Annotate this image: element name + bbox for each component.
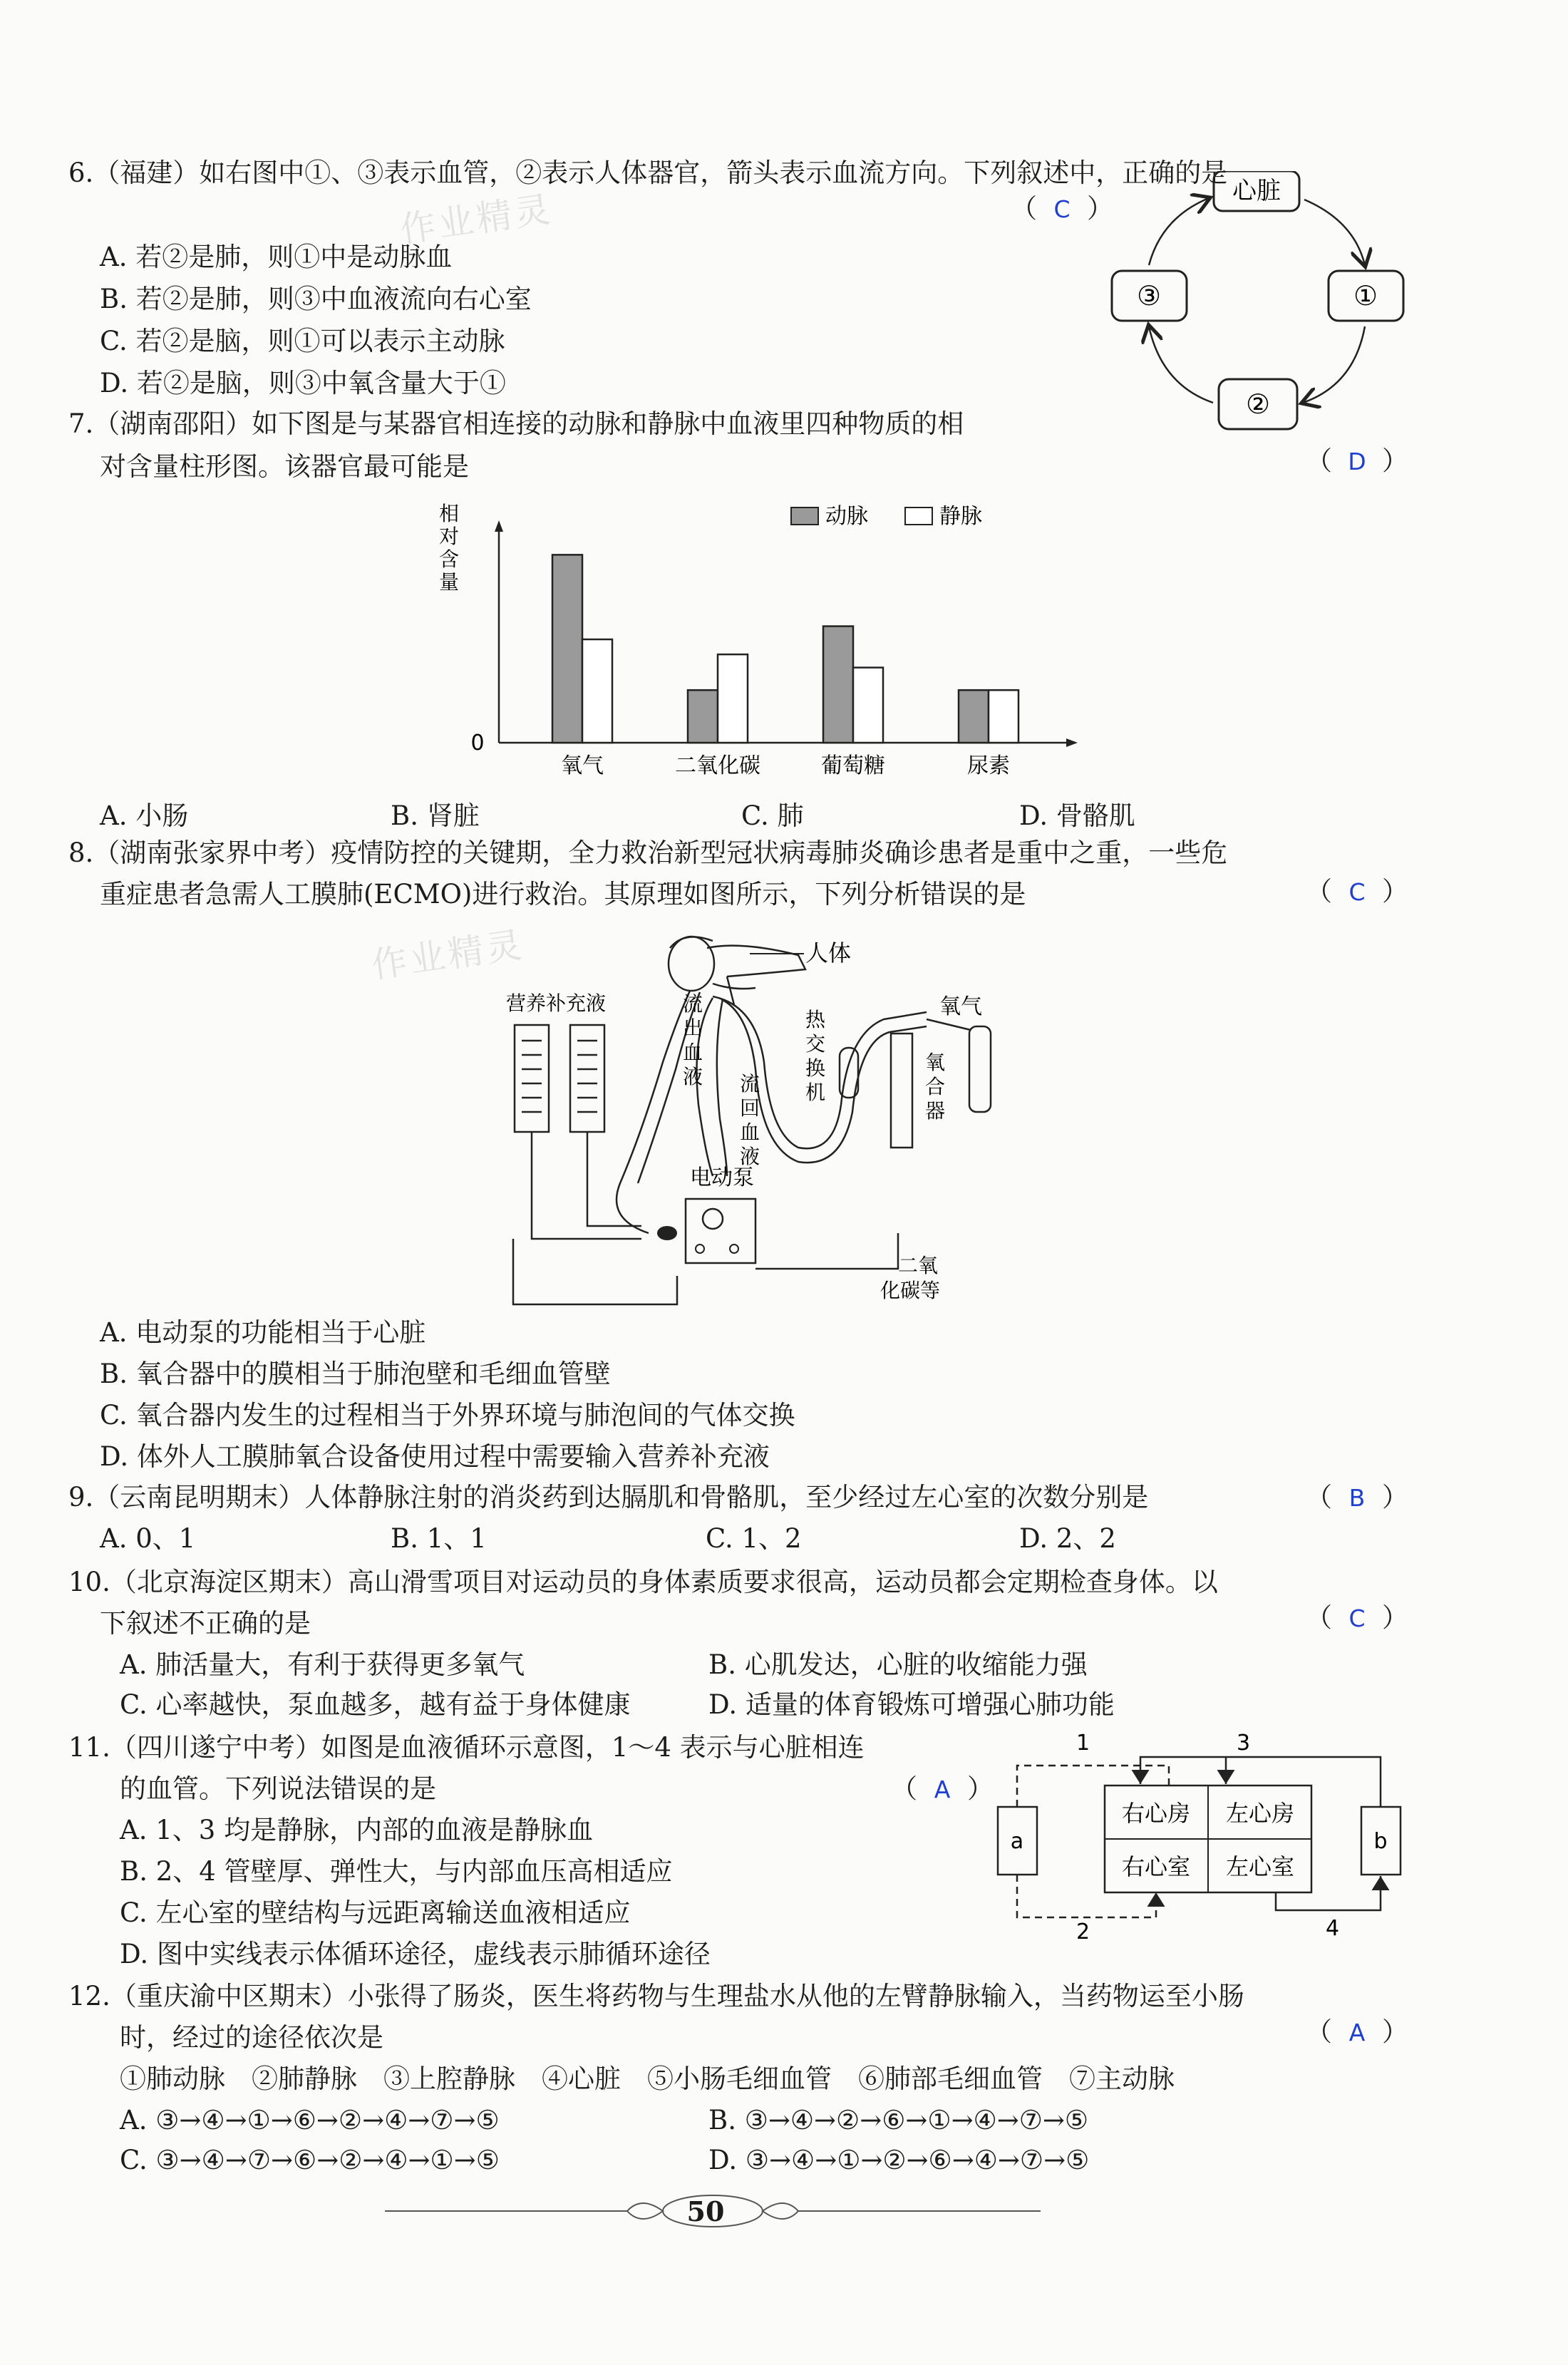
q10-stem-line1: 10.（北京海淀区期末）高山滑雪项目对运动员的身体素质要求很高，运动员都会定期检查身体。以: [68, 1567, 1218, 1597]
pump-knob: [730, 1245, 738, 1253]
outflow-label-4: 液: [683, 1065, 703, 1088]
y-axis-label-char: 含: [438, 547, 460, 571]
q12-answer: （ A ）: [1306, 2014, 1408, 2051]
inflow-label-3: 血: [740, 1120, 760, 1144]
q7-option-d: D. 骨骼肌: [1019, 800, 1135, 831]
pulmonary-vessel-2: [1017, 1875, 1156, 1917]
inflow-label-4: 液: [740, 1145, 760, 1168]
oxygen-label: 氧气: [939, 994, 982, 1019]
y-axis-label: [439, 502, 459, 594]
answer-letter: C: [1348, 1604, 1366, 1632]
q8-option-d: D. 体外人工膜肺氧合设备使用过程中需要输入营养补充液: [100, 1441, 770, 1472]
legend-swatch-静脉: [905, 507, 932, 525]
q11-option-b: B. 2、4 管壁厚、弹性大，与内部血压高相适应: [120, 1856, 673, 1887]
bar-静脉-尿素: [989, 690, 1018, 743]
x-tick-labels: [561, 753, 1010, 778]
co2-label-1: 二氧: [898, 1254, 939, 1277]
heat-label-3: 换: [805, 1056, 826, 1080]
q12-stem-line2: 时，经过的途径依次是: [120, 2022, 383, 2053]
bar-静脉-二氧化碳: [718, 654, 748, 743]
bar-静脉-氧气: [582, 639, 612, 743]
origin-label: 0: [470, 731, 485, 756]
arrow-3-to-heart: [1149, 198, 1209, 265]
q6-option-c: C. 若②是脑，则①可以表示主动脉: [100, 326, 505, 356]
x-tick-label: 尿素: [967, 753, 1010, 778]
node-2-label: ②: [1245, 388, 1271, 420]
q7-stem-line2: 对含量柱形图。该器官最可能是: [100, 451, 469, 482]
bar-动脉-葡萄糖: [823, 627, 853, 743]
legend-swatch-动脉: [791, 507, 818, 525]
outflow-label-2: 出: [683, 1016, 703, 1040]
arrow-1-to-2: [1303, 326, 1365, 403]
q8-stem-line1: 8.（湖南张家界中考）疫情防控的关键期，全力救治新型冠状病毒肺炎确诊患者是重中之重，一些危: [68, 838, 1228, 868]
q7-option-a: A. 小肠: [100, 800, 189, 831]
arrow-2-to-3: [1149, 326, 1213, 403]
vessel-label-4: 4: [1326, 1916, 1340, 1941]
answer-letter: C: [1348, 878, 1366, 906]
nutrition-bags: [515, 1025, 641, 1239]
pump-knob: [696, 1245, 704, 1253]
heat-label-2: 交: [805, 1032, 826, 1056]
oxygen-tank: [969, 1026, 991, 1112]
q12-option-d: D. ③→④→①→②→⑥→④→⑦→⑤: [708, 2145, 1090, 2175]
q7-bar-chart: [428, 492, 1090, 791]
q6-option-b: B. 若②是肺，则③中血液流向右心室: [100, 284, 532, 314]
q6-option-a: A. 若②是肺，则①中是动脉血: [100, 242, 453, 272]
q7-option-c: C. 肺: [741, 800, 804, 831]
y-axis-label-char: 量: [438, 570, 460, 594]
inflow-label-1: 流: [740, 1072, 760, 1096]
left-atrium-label: 左心房: [1225, 1800, 1295, 1827]
y-axis-arrow: [495, 520, 503, 532]
answer-letter: A: [1348, 2019, 1366, 2046]
blood-tubes: [513, 991, 927, 1304]
node-3-label: ③: [1136, 280, 1162, 311]
electric-pump: [686, 1199, 755, 1263]
q6-stem: 6.（福建）如右图中①、③表示血管，②表示人体器官，箭头表示血流方向。下列叙述中，正确的是: [68, 158, 1228, 188]
q10-stem-line2: 下叙述不正确的是: [100, 1608, 311, 1639]
node-1-label: ①: [1353, 280, 1378, 311]
legend-label: 静脉: [939, 504, 982, 529]
oxygenator: [891, 1034, 912, 1148]
q7-option-b: B. 肾脏: [391, 800, 480, 831]
legend-label: 动脉: [825, 504, 868, 529]
vessel-label-1: 1: [1076, 1731, 1090, 1756]
box-a-label: a: [1010, 1829, 1024, 1854]
heart-label: 心脏: [1232, 177, 1281, 205]
q8-ecmo-diagram: [499, 919, 1041, 1319]
x-tick-label: 氧气: [561, 753, 604, 778]
q9-option-d: D. 2、2: [1019, 1523, 1116, 1554]
x-axis-arrow: [1066, 738, 1078, 747]
bar-group: [552, 555, 1018, 743]
q8-stem-line2: 重症患者急需人工膜肺(ECMO)进行救治。其原理如图所示，下列分析错误的是: [100, 879, 1026, 910]
q11-circulation-diagram: [991, 1728, 1433, 1942]
q10-option-a: A. 肺活量大，有利于获得更多氧气: [120, 1649, 525, 1680]
q11-option-c: C. 左心室的壁结构与远距离输送血液相适应: [120, 1897, 631, 1928]
left-ventricle-text: 左心室: [1225, 1853, 1295, 1880]
q6-option-d: D. 若②是脑，则③中氧含量大于①: [100, 368, 506, 398]
co2-label-2: 化碳等: [880, 1279, 941, 1302]
bar-静脉-葡萄糖: [853, 668, 883, 743]
q6-answer: （ C ）: [1011, 191, 1113, 227]
bar-动脉-二氧化碳: [688, 690, 718, 743]
q9-option-b: B. 1、1: [391, 1523, 487, 1554]
answer-letter: D: [1348, 448, 1366, 475]
page-number: 50: [686, 2195, 725, 2227]
q9-option-c: C. 1、2: [706, 1523, 802, 1554]
box-b-label: b: [1373, 1829, 1388, 1854]
oxy-label-2: 合: [925, 1075, 946, 1098]
pump-rotor: [703, 1209, 723, 1229]
pump-connector: [657, 1226, 677, 1240]
bar-动脉-氧气: [552, 555, 582, 743]
watermark: 作业精灵: [397, 188, 556, 251]
q12-option-a: A. ③→④→①→⑥→②→④→⑦→⑤: [120, 2105, 500, 2135]
q10-answer: （ C ）: [1306, 1600, 1408, 1637]
answer-letter: A: [934, 1776, 951, 1803]
q8-answer: （ C ）: [1306, 874, 1408, 910]
y-axis-label-char: 对: [438, 525, 460, 548]
y-axis-label-char: 相: [438, 502, 460, 525]
q10-option-b: B. 心肌发达，心脏的收缩能力强: [708, 1649, 1088, 1680]
q7-answer: （ D ）: [1306, 443, 1408, 480]
answer-letter: B: [1348, 1484, 1366, 1512]
q8-option-b: B. 氧合器中的膜相当于肺泡壁和毛细血管壁: [100, 1359, 611, 1389]
q8-option-a: A. 电动泵的功能相当于心脏: [100, 1317, 426, 1348]
q10-option-c: C. 心率越快，泵血越多，越有益于身体健康: [120, 1689, 631, 1720]
vessel-label-2: 2: [1076, 1920, 1090, 1942]
x-tick-label: 二氧化碳: [675, 753, 760, 778]
q11-option-d: D. 图中实线表示体循环途径，虚线表示肺循环途径: [120, 1939, 711, 1969]
bar-动脉-尿素: [959, 690, 989, 743]
q12-items: ①肺动脉 ②肺静脉 ③上腔静脉 ④心脏 ⑤小肠毛细血管 ⑥肺部毛细血管 ⑦主动脉: [120, 2063, 1175, 2094]
q12-option-c: C. ③→④→⑦→⑥→②→④→①→⑤: [120, 2145, 500, 2175]
oxy-label-3: 器: [925, 1099, 946, 1123]
q9-stem: 9.（云南昆明期末）人体静脉注射的消炎药到达膈肌和骨骼肌，至少经过左心室的次数分别是: [68, 1482, 1149, 1513]
chart-legend: [791, 504, 982, 529]
heat-label-4: 机: [805, 1081, 826, 1104]
q11-option-a: A. 1、3 均是静脉，内部的血液是静脉血: [120, 1815, 594, 1845]
oxygen-pipe: [927, 1019, 971, 1030]
outflow-label-1: 流: [683, 992, 703, 1016]
answer-letter: C: [1053, 195, 1071, 223]
outflow-label-3: 血: [683, 1041, 703, 1064]
vessel-label-3: 3: [1237, 1731, 1251, 1756]
oxy-label-1: 氧: [925, 1051, 946, 1074]
q7-stem-line1: 7.（湖南邵阳）如下图是与某器官相连接的动脉和静脉中血液里四种物质的相: [68, 408, 964, 439]
body-label: 人体: [805, 939, 852, 967]
nutrition-label: 营养补充液: [506, 991, 607, 1015]
right-atrium-label: 右心房: [1121, 1800, 1191, 1827]
q10-option-d: D. 适量的体育锻炼可增强心肺功能: [708, 1689, 1115, 1720]
right-ventricle-label: 右心室: [1121, 1853, 1191, 1880]
q11-stem-line1: 11.（四川遂宁中考）如图是血液循环示意图，1～4 表示与心脏相连: [68, 1732, 865, 1763]
q6-circulation-diagram: [1098, 171, 1425, 442]
q9-answer: （ B ）: [1306, 1480, 1408, 1516]
heat-label-1: 热: [805, 1008, 826, 1031]
pump-label: 电动泵: [690, 1165, 754, 1190]
watermark: 作业精灵: [368, 924, 527, 986]
q12-stem-line1: 12.（重庆渝中区期末）小张得了肠炎，医生将药物与生理盐水从他的左臂静脉输入，当药物运至小肠: [68, 1981, 1244, 2011]
x-tick-label: 葡萄糖: [821, 753, 885, 778]
inflow-label-2: 回: [740, 1096, 760, 1120]
q12-option-b: B. ③→④→②→⑥→①→④→⑦→⑤: [708, 2105, 1089, 2135]
q11-stem-line2: 的血管。下列说法错误的是: [120, 1773, 436, 1804]
q8-option-c: C. 氧合器内发生的过程相当于外界环境与肺泡间的气体交换: [100, 1400, 795, 1431]
q9-option-a: A. 0、1: [100, 1523, 196, 1554]
q11-answer: （ A ）: [891, 1771, 994, 1808]
arrow-heart-to-1: [1304, 200, 1365, 265]
